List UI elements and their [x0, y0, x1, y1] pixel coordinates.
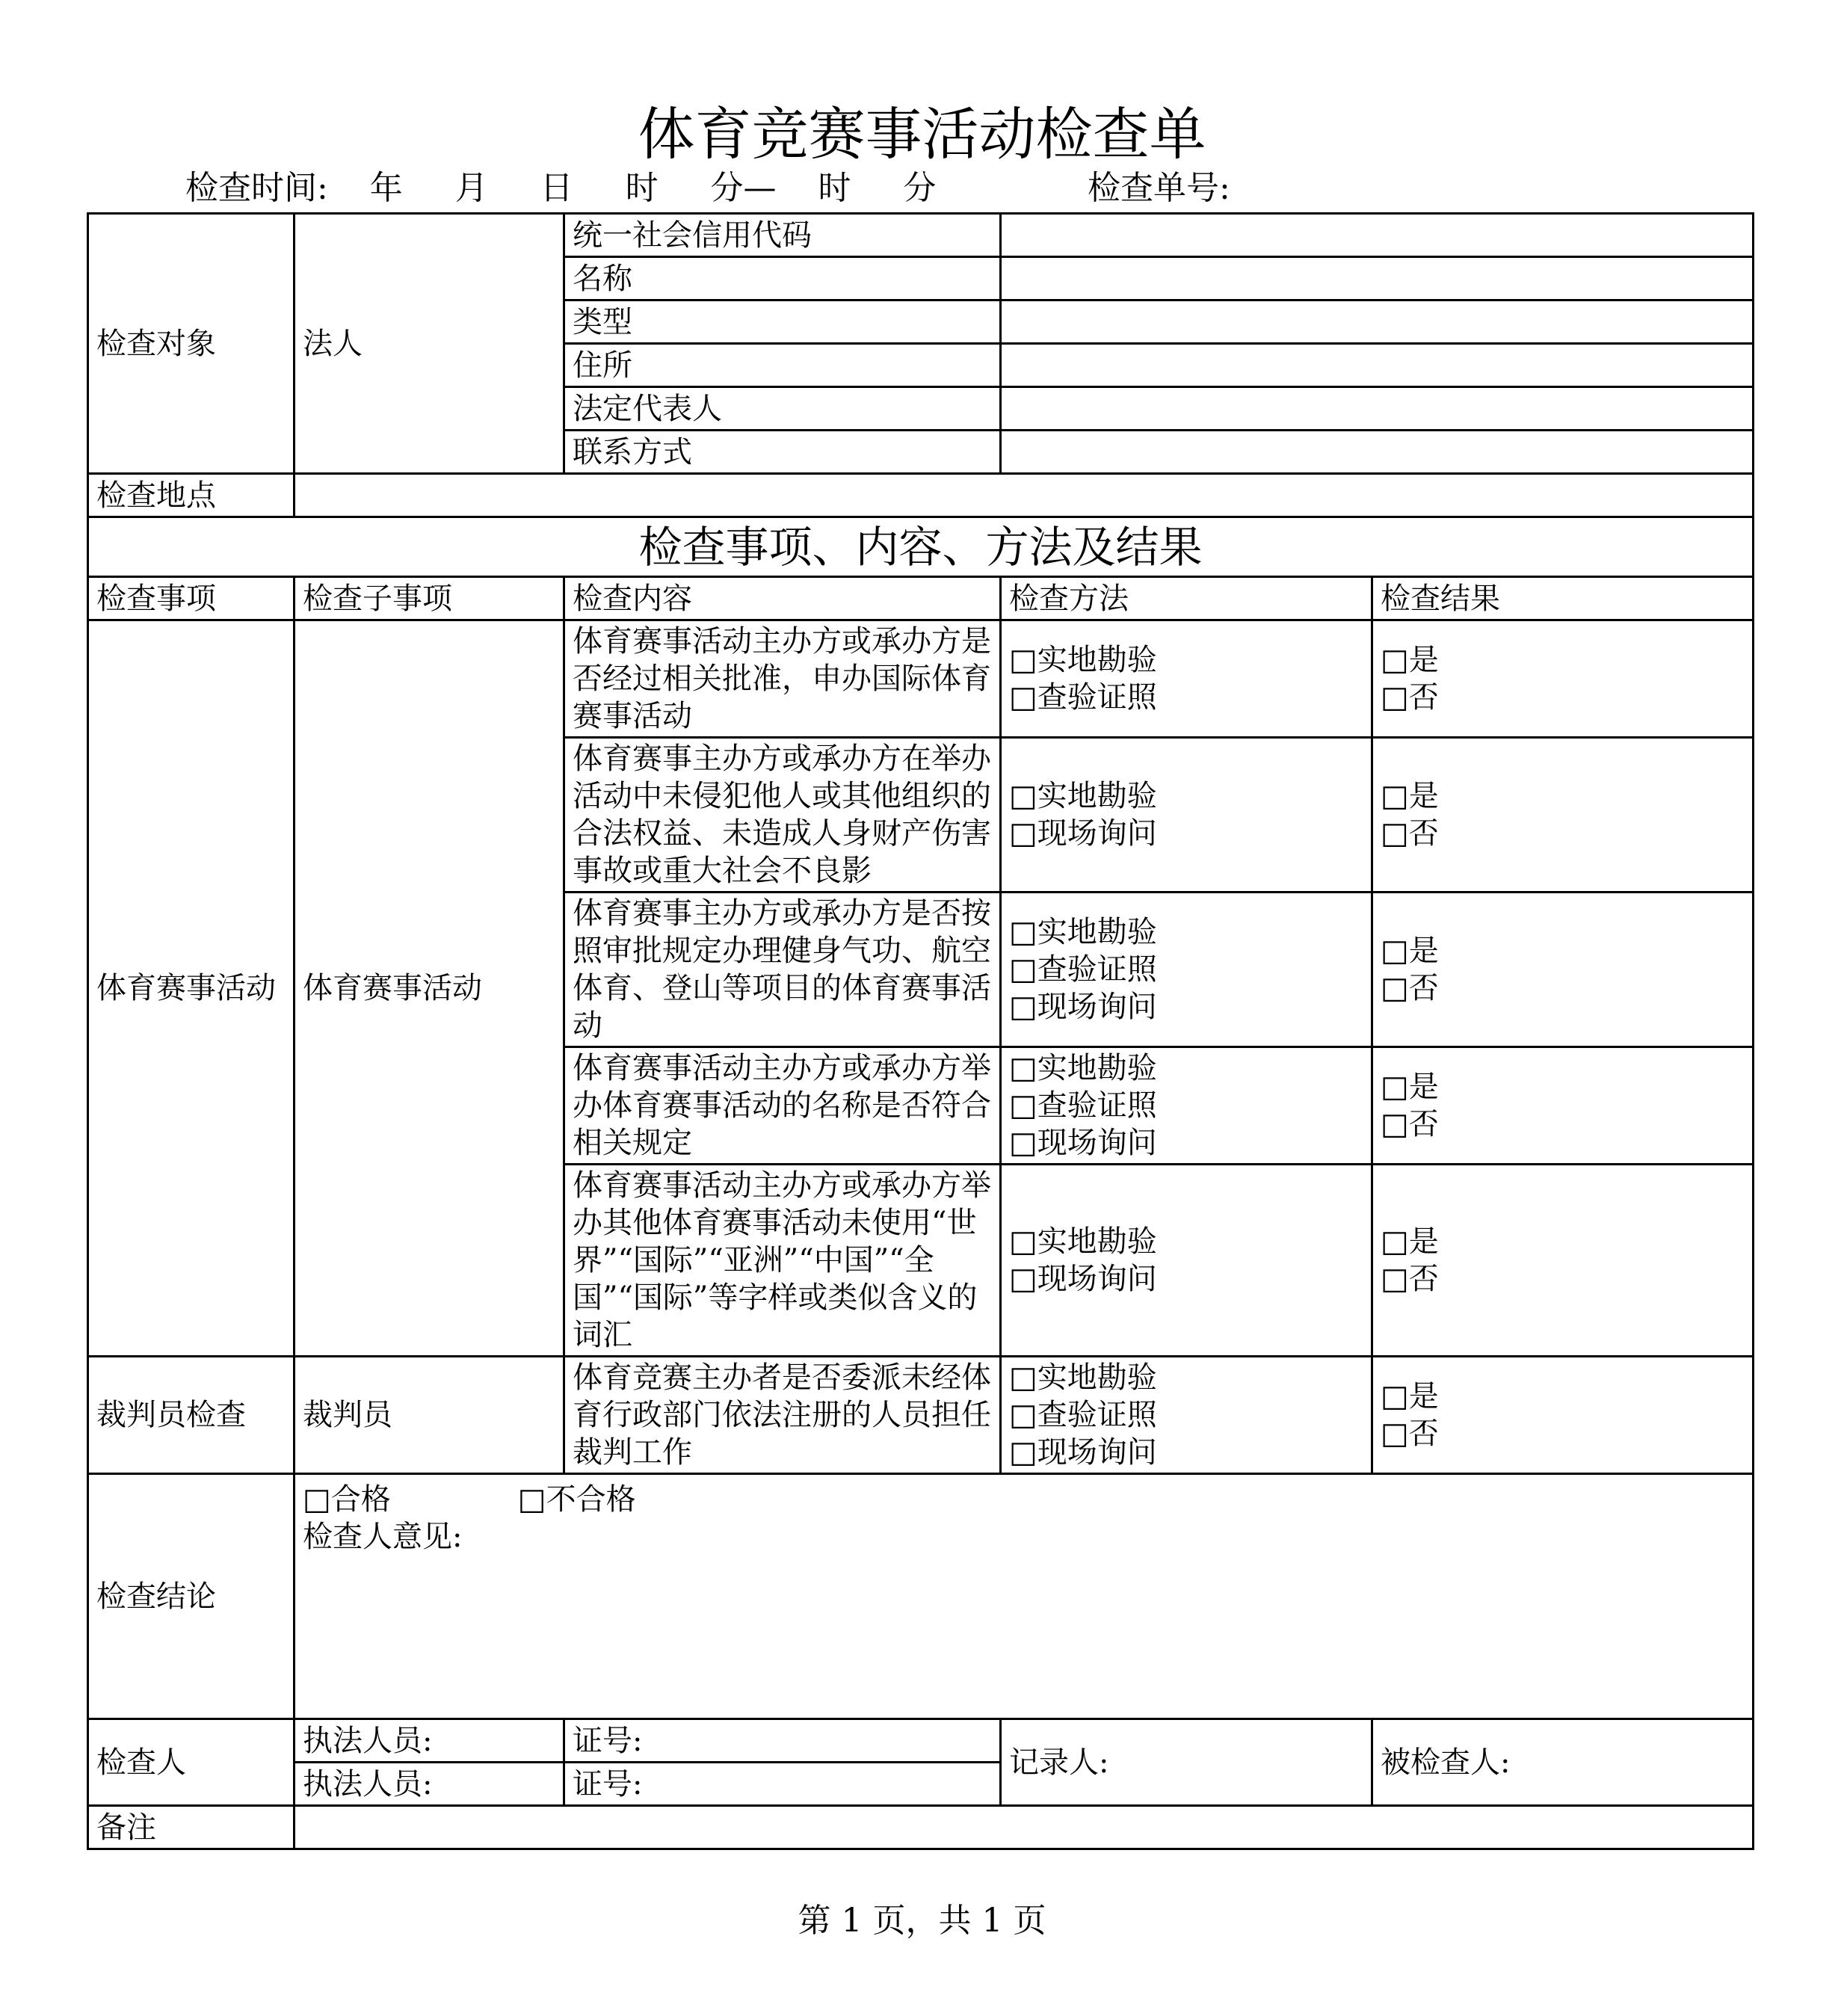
- result-no-checkbox[interactable]: □否: [1381, 816, 1439, 851]
- result-no-checkbox[interactable]: □否: [1381, 971, 1439, 1005]
- check-results: [1372, 1165, 1754, 1357]
- object-field-value[interactable]: [1001, 344, 1754, 387]
- object-field-label: 联系方式: [564, 431, 1001, 474]
- check-results: [1372, 738, 1754, 893]
- section-title: 检查事项、内容、方法及结果: [88, 517, 1754, 577]
- sheet-number-label: 检查单号:: [1088, 169, 1230, 207]
- method-checkbox[interactable]: □实地勘验: [1009, 1051, 1157, 1085]
- conclusion-label: 检查结论: [88, 1474, 295, 1719]
- check-methods: [1001, 620, 1372, 738]
- inspection-time-line: 检查时间: 年 月 日 时 分— 时 分: [185, 169, 937, 207]
- method-checkbox[interactable]: □实地勘验: [1009, 779, 1157, 813]
- result-yes-checkbox[interactable]: □是: [1381, 779, 1439, 813]
- check-methods: [1001, 1165, 1372, 1357]
- pass-checkbox[interactable]: □合格: [303, 1482, 391, 1517]
- remarks-value[interactable]: [295, 1806, 1754, 1849]
- remarks-label: 备注: [88, 1806, 295, 1849]
- method-checkbox[interactable]: □现场询问: [1009, 990, 1157, 1024]
- result-no-checkbox[interactable]: □否: [1381, 1107, 1439, 1141]
- object-field-value[interactable]: [1001, 387, 1754, 431]
- location-value[interactable]: [295, 474, 1754, 517]
- object-field-label: 名称: [564, 257, 1001, 300]
- inspector-label: 检查人: [88, 1719, 295, 1806]
- inspected-party-label[interactable]: 被检查人:: [1372, 1719, 1754, 1806]
- result-yes-checkbox[interactable]: □是: [1381, 934, 1439, 968]
- column-header: 检查子事项: [295, 577, 564, 620]
- method-checkbox[interactable]: □实地勘验: [1009, 1224, 1157, 1259]
- object-field-label: 住所: [564, 344, 1001, 387]
- column-header: 检查内容: [564, 577, 1001, 620]
- method-checkbox[interactable]: □查验证照: [1009, 1398, 1157, 1432]
- result-yes-checkbox[interactable]: □是: [1381, 1379, 1439, 1414]
- check-item: 裁判员检查: [88, 1357, 295, 1474]
- result-no-checkbox[interactable]: □否: [1381, 1417, 1439, 1451]
- page-footer: 第 1 页，共 1 页: [798, 1902, 1046, 1940]
- object-field-label: 法定代表人: [564, 387, 1001, 431]
- object-type: 法人: [295, 214, 564, 474]
- check-results: [1372, 1357, 1754, 1474]
- object-field-value[interactable]: [1001, 214, 1754, 257]
- check-sub-item: 裁判员: [295, 1357, 564, 1474]
- result-yes-checkbox[interactable]: □是: [1381, 1070, 1439, 1104]
- check-content: 体育赛事活动主办方或承办方是否经过相关批准，申办国际体育赛事活动: [564, 620, 1001, 738]
- column-header: 检查事项: [88, 577, 295, 620]
- check-methods: [1001, 1357, 1372, 1474]
- check-content: 体育赛事活动主办方或承办方举办其他体育赛事活动未使用“世界”“国际”“亚洲”“中国”“全国”“国际”等字样或类似含义的词汇: [564, 1165, 1001, 1357]
- column-header: 检查结果: [1372, 577, 1754, 620]
- method-checkbox[interactable]: □实地勘验: [1009, 915, 1157, 949]
- column-header: 检查方法: [1001, 577, 1372, 620]
- check-item: 体育赛事活动: [88, 620, 295, 1357]
- officer-label[interactable]: 执法人员:: [295, 1719, 564, 1763]
- fail-checkbox[interactable]: □不合格: [517, 1482, 636, 1517]
- check-content: 体育竞赛主办者是否委派未经体育行政部门依法注册的人员担任裁判工作: [564, 1357, 1001, 1474]
- method-checkbox[interactable]: □实地勘验: [1009, 1360, 1157, 1395]
- check-methods: [1001, 738, 1372, 893]
- check-methods: [1001, 893, 1372, 1047]
- method-checkbox[interactable]: □查验证照: [1009, 952, 1157, 987]
- result-yes-checkbox[interactable]: □是: [1381, 1224, 1439, 1259]
- result-no-checkbox[interactable]: □否: [1381, 680, 1439, 715]
- check-content: 体育赛事活动主办方或承办方举办体育赛事活动的名称是否符合相关规定: [564, 1047, 1001, 1165]
- method-checkbox[interactable]: □现场询问: [1009, 1262, 1157, 1296]
- conclusion-cell: [295, 1474, 1754, 1719]
- check-results: [1372, 620, 1754, 738]
- method-checkbox[interactable]: □现场询问: [1009, 1435, 1157, 1470]
- document-title: 体育竞赛事活动检查单: [638, 101, 1206, 167]
- object-field-value[interactable]: [1001, 431, 1754, 474]
- check-content: 体育赛事主办方或承办方是否按照审批规定办理健身气功、航空体育、登山等项目的体育赛事活动: [564, 893, 1001, 1047]
- method-checkbox[interactable]: □现场询问: [1009, 816, 1157, 851]
- check-content: 体育赛事主办方或承办方在举办活动中未侵犯他人或其他组织的合法权益、未造成人身财产伤害事故或重大社会不良影: [564, 738, 1001, 893]
- check-results: [1372, 893, 1754, 1047]
- opinion-label: 检查人意见:: [303, 1520, 463, 1554]
- check-methods: [1001, 1047, 1372, 1165]
- recorder-label[interactable]: 记录人:: [1001, 1719, 1372, 1806]
- object-field-value[interactable]: [1001, 257, 1754, 300]
- check-sub-item: 体育赛事活动: [295, 620, 564, 1357]
- object-field-label: 统一社会信用代码: [564, 214, 1001, 257]
- object-field-label: 类型: [564, 300, 1001, 344]
- result-no-checkbox[interactable]: □否: [1381, 1262, 1439, 1296]
- result-yes-checkbox[interactable]: □是: [1381, 643, 1439, 677]
- object-label: 检查对象: [88, 214, 295, 474]
- method-checkbox[interactable]: □现场询问: [1009, 1126, 1157, 1160]
- cert-label[interactable]: 证号:: [564, 1763, 1001, 1806]
- check-results: [1372, 1047, 1754, 1165]
- inspection-table: [87, 212, 1754, 1850]
- location-label: 检查地点: [88, 474, 295, 517]
- object-field-value[interactable]: [1001, 300, 1754, 344]
- officer-label[interactable]: 执法人员:: [295, 1763, 564, 1806]
- method-checkbox[interactable]: □查验证照: [1009, 1088, 1157, 1123]
- method-checkbox[interactable]: □查验证照: [1009, 680, 1157, 715]
- cert-label[interactable]: 证号:: [564, 1719, 1001, 1763]
- method-checkbox[interactable]: □实地勘验: [1009, 643, 1157, 677]
